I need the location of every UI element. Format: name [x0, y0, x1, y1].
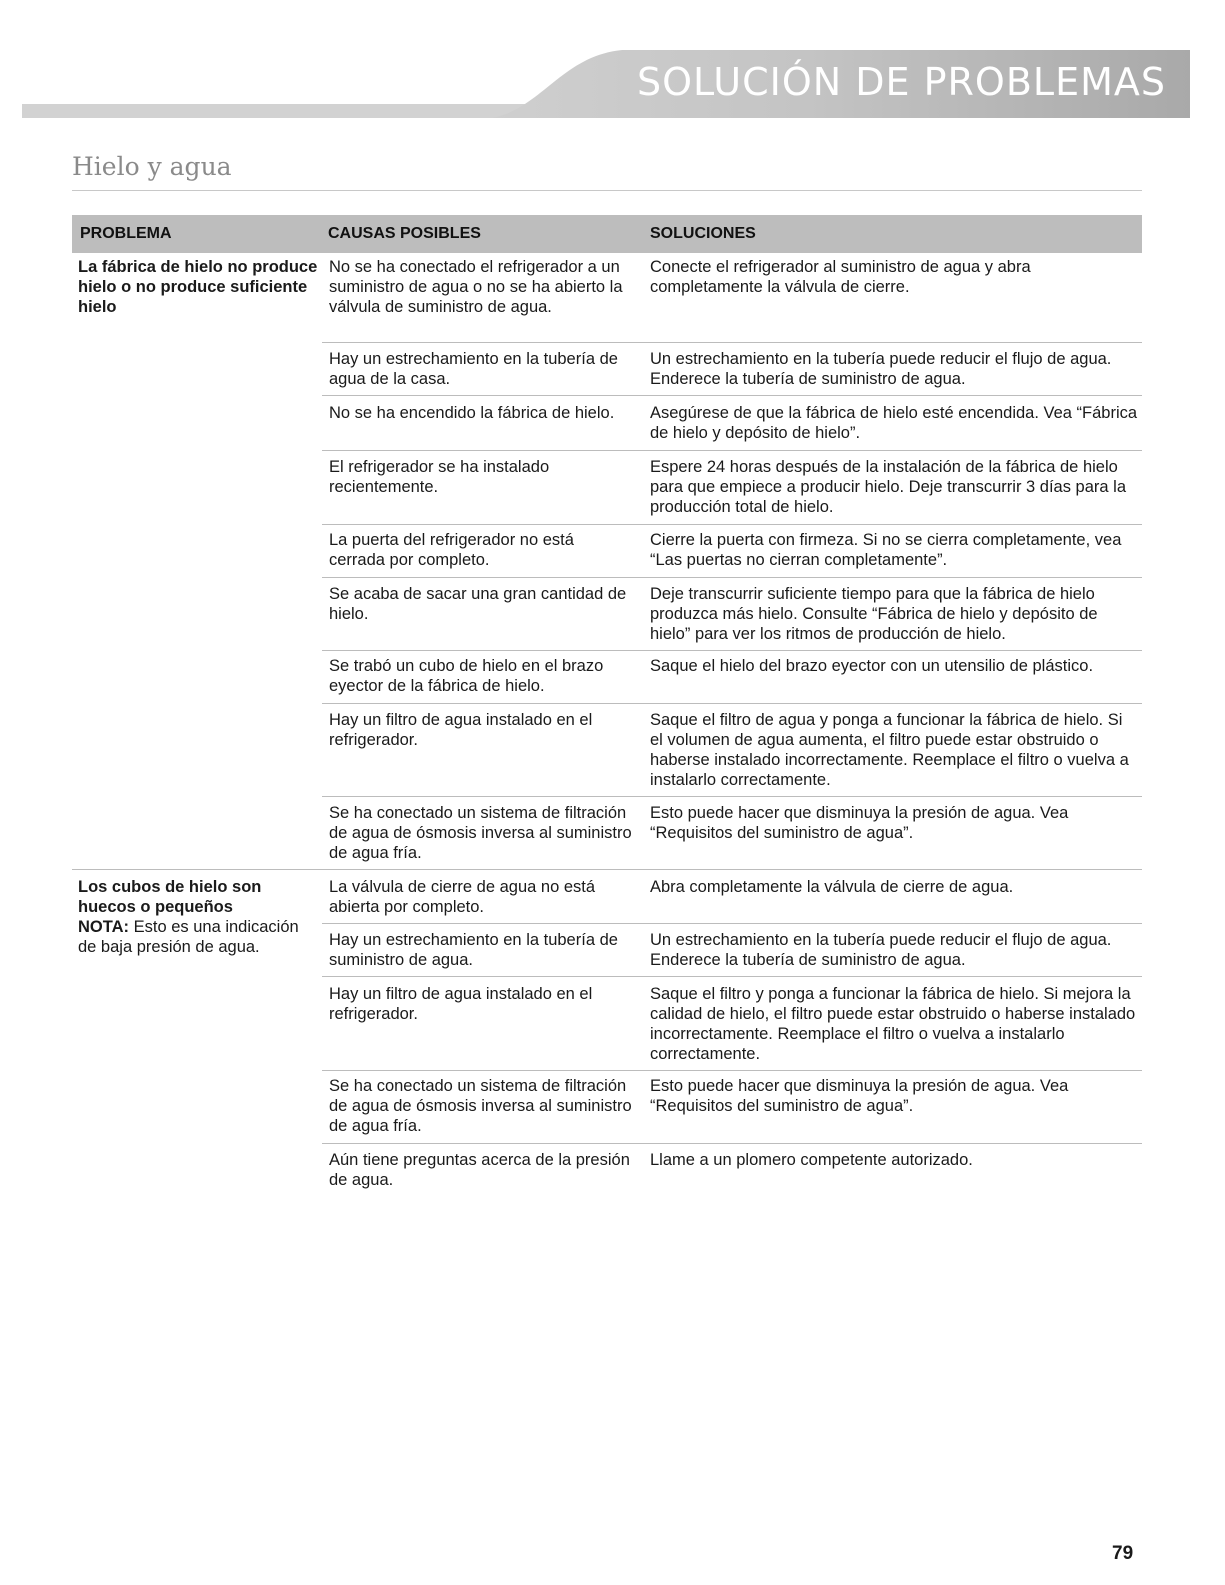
row-divider [322, 524, 1142, 525]
cause-cell: La puerta del refrigerador no está cerrada por completo. [329, 531, 574, 569]
row-divider [322, 703, 1142, 704]
problem-title: Los cubos de hielo son huecos o pequeños [78, 878, 262, 916]
solution-cell: Conecte el refrigerador al suministro de agua y abra completamente la válvula de cierre. [650, 258, 1031, 296]
row-divider [322, 650, 1142, 651]
cause-cell: Aún tiene preguntas acerca de la presión de agua. [329, 1151, 630, 1189]
cause-cell: Se acaba de sacar una gran cantidad de hielo. [329, 585, 627, 623]
solution-cell: Saque el filtro y ponga a funcionar la fábrica de hielo. Si mejora la calidad de hielo, el filtro puede estar obstruido o haberse instalado incorrectamente. Reemplace el filtro o vuelva a instalarlo correctamente. [650, 985, 1136, 1063]
page-number: 79 [1112, 1543, 1134, 1564]
solution-cell: Abra completamente la válvula de cierre de agua. [650, 878, 1014, 896]
solution-cell: Cierre la puerta con firmeza. Si no se cierra completamente, vea “Las puertas no cierran completamente”. [650, 531, 1122, 569]
row-divider [322, 395, 1142, 396]
cause-cell: No se ha conectado el refrigerador a un suministro de agua o no se ha abierto la válvula de suministro de agua. [329, 258, 623, 316]
cause-cell: Hay un filtro de agua instalado en el refrigerador. [329, 711, 593, 749]
table-header [72, 215, 1142, 253]
cause-cell: La válvula de cierre de agua no está abierta por completo. [329, 878, 596, 916]
row-divider [322, 1070, 1142, 1071]
header-soluciones: SOLUCIONES [650, 225, 756, 242]
solution-cell: Deje transcurrir suficiente tiempo para que la fábrica de hielo produzca más hielo. Consulte “Fábrica de hielo y depósito de hielo” para ver los ritmos de producción de hielo. [650, 585, 1098, 643]
note-text: Esto es una indicación de baja presión de agua. [78, 918, 299, 956]
group-divider [72, 869, 1142, 870]
solution-cell: Asegúrese de que la fábrica de hielo esté encendida. Vea “Fábrica de hielo y depósito de hielo”. [650, 404, 1138, 442]
cause-cell: Hay un estrechamiento en la tubería de agua de la casa. [329, 350, 618, 388]
row-divider [322, 450, 1142, 451]
solution-cell: Saque el hielo del brazo eyector con un utensilio de plástico. [650, 657, 1094, 675]
banner-title: SOLUCIÓN DE PROBLEMAS [636, 60, 1166, 104]
row-divider [322, 796, 1142, 797]
cause-cell: Hay un filtro de agua instalado en el refrigerador. [329, 985, 593, 1023]
solution-cell: Espere 24 horas después de la instalación de la fábrica de hielo para que empiece a producir hielo. Deje transcurrir 3 días para la producción total de hielo. [650, 458, 1127, 516]
problem-note [78, 917, 318, 957]
section-divider [72, 190, 1142, 191]
section-title: Hielo y agua [72, 152, 232, 181]
cause-cell: Se trabó un cubo de hielo en el brazo eyector de la fábrica de hielo. [329, 657, 604, 695]
solution-cell: Saque el filtro de agua y ponga a funcionar la fábrica de hielo. Si el volumen de agua aumenta, el filtro puede estar obstruido o haberse instalado incorrectamente. Reemplace el filtro o vuelva a instalarlo correctamente. [650, 711, 1129, 789]
cause-cell: Se ha conectado un sistema de filtración de agua de ósmosis inversa al suministro de agua fría. [329, 1077, 632, 1135]
solution-cell: Esto puede hacer que disminuya la presión de agua. Vea “Requisitos del suministro de agua”. [650, 804, 1069, 842]
header-banner [22, 48, 1190, 118]
row-divider [322, 1143, 1142, 1144]
cause-cell: Se ha conectado un sistema de filtración de agua de ósmosis inversa al suministro de agua fría. [329, 804, 632, 862]
header-problema: PROBLEMA [80, 225, 172, 242]
cause-cell: Hay un estrechamiento en la tubería de suministro de agua. [329, 931, 618, 969]
row-divider [322, 577, 1142, 578]
solution-cell: Un estrechamiento en la tubería puede reducir el flujo de agua. Enderece la tubería de suministro de agua. [650, 350, 1112, 388]
problem-cell [78, 257, 318, 317]
problem-title: La fábrica de hielo no produce hielo o no produce suficiente hielo [78, 258, 318, 316]
note-label: NOTA: [78, 918, 130, 936]
header-causas-posibles: CAUSAS POSIBLES [328, 225, 481, 242]
cause-cell: El refrigerador se ha instalado recientemente. [329, 458, 550, 496]
row-divider [322, 923, 1142, 924]
row-divider [322, 342, 1142, 343]
solution-cell: Un estrechamiento en la tubería puede reducir el flujo de agua. Enderece la tubería de suministro de agua. [650, 931, 1112, 969]
solution-cell: Esto puede hacer que disminuya la presión de agua. Vea “Requisitos del suministro de agua”. [650, 1077, 1069, 1115]
cause-cell: No se ha encendido la fábrica de hielo. [329, 404, 615, 422]
problem-cell [78, 877, 318, 957]
solution-cell: Llame a un plomero competente autorizado. [650, 1151, 973, 1169]
row-divider [322, 976, 1142, 977]
